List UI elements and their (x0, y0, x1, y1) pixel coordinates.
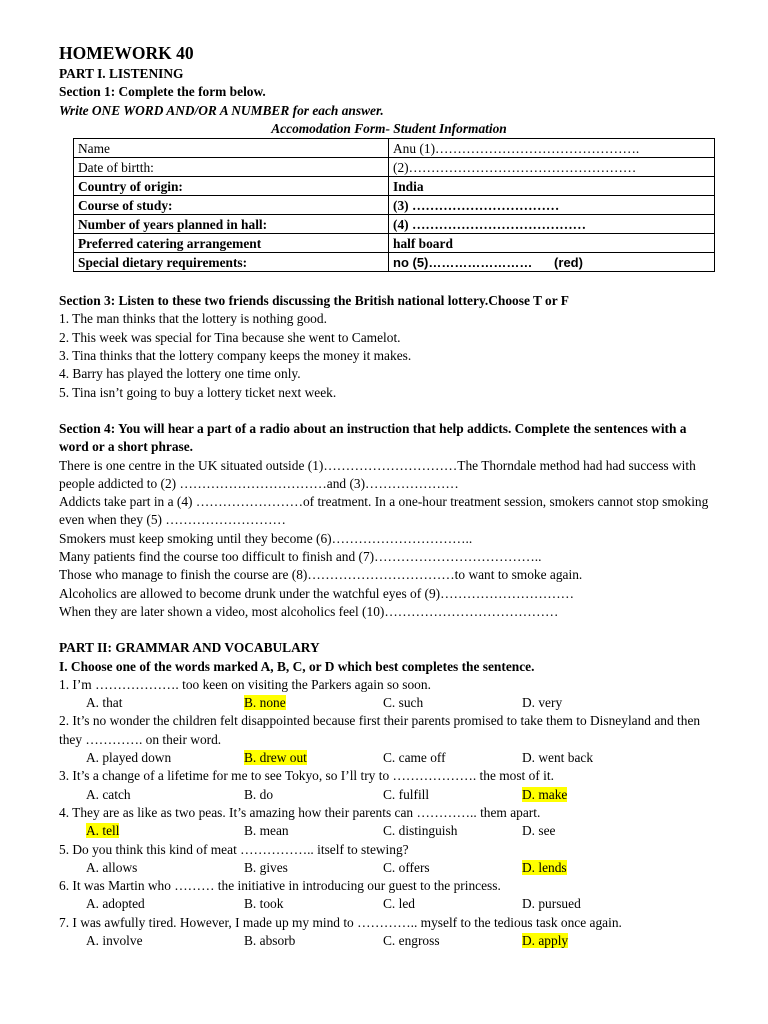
form-label: Country of origin: (74, 177, 389, 196)
answer-option[interactable] (383, 859, 522, 877)
form-row (74, 253, 715, 272)
answer-option[interactable] (244, 859, 383, 877)
form-title: Accomodation Form- Student Information (271, 120, 507, 136)
answer-option[interactable] (86, 822, 244, 840)
answer-option-label: B. drew out (244, 750, 307, 766)
option-row (86, 786, 719, 804)
form-value[interactable]: no (5)…………………… (red) (389, 253, 715, 272)
section3-items (59, 310, 719, 401)
answer-option[interactable] (383, 932, 522, 950)
answer-option-label: D. pursued (522, 896, 581, 912)
answer-option-label: A. that (86, 695, 123, 711)
list-item: 1. The man thinks that the lottery is nothing good. (59, 311, 327, 327)
answer-option[interactable] (522, 822, 555, 840)
answer-option[interactable] (86, 895, 244, 913)
section4-heading: Section 4: You will hear a part of a radio about an instruction that help addicts. Complete the sentences with a word or a short phrase. (59, 420, 687, 455)
worksheet (59, 42, 719, 950)
list-item: 3. Tina thinks that the lottery company keeps the money it makes. (59, 348, 412, 364)
sentence-item: Smokers must keep smoking until they become (6)………………………….. (59, 530, 473, 546)
option-row (86, 822, 719, 840)
sentence-item: Addicts take part in a (4) ……………………of treatment. In a one-hour treatment session, smokers cannot stop smoking even when they (5) ……………………… (59, 494, 709, 528)
answer-option-label: A. catch (86, 786, 131, 802)
question-text: 6. It was Martin who ……… the initiative in introducing our guest to the princess. (59, 878, 501, 894)
answer-option[interactable] (86, 932, 244, 950)
answer-option[interactable] (522, 786, 567, 804)
answer-option[interactable] (244, 786, 383, 804)
answer-option[interactable] (522, 694, 562, 712)
form-label: Date of birtth: (74, 158, 389, 177)
answer-option[interactable] (383, 786, 522, 804)
sentence-item: Those who manage to finish the course are (8)……………………………to want to smoke again. (59, 567, 583, 583)
answer-option-label: A. tell (86, 823, 120, 839)
sentence-item: There is one centre in the UK situated outside (1)…………………………The Thorndale method had had success with people addicted to (2) ……………………………and (3)………………… (59, 457, 696, 491)
answer-option[interactable] (86, 749, 244, 767)
form-value[interactable]: (3) …………………………… (389, 196, 715, 215)
answer-option[interactable] (244, 895, 383, 913)
answer-option[interactable] (522, 895, 581, 913)
form-label: Special dietary requirements: (74, 253, 389, 272)
answer-option-label: B. mean (244, 823, 289, 839)
question-list (59, 676, 719, 950)
part1-heading: PART I. LISTENING (59, 66, 184, 81)
answer-option[interactable] (383, 895, 522, 913)
option-row (86, 932, 719, 950)
section4-lines (59, 457, 719, 622)
option-row (86, 749, 719, 767)
answer-option[interactable] (383, 749, 522, 767)
accommodation-form-table (73, 138, 715, 272)
answer-option[interactable] (86, 786, 244, 804)
form-value[interactable]: (2)…………………………………………… (389, 158, 715, 177)
answer-option-label: C. came off (383, 750, 446, 766)
answer-option[interactable] (244, 694, 383, 712)
form-label: Preferred catering arrangement (74, 234, 389, 253)
answer-option[interactable] (522, 749, 593, 767)
answer-option-label: C. led (383, 896, 415, 912)
answer-option-label: D. went back (522, 750, 594, 766)
answer-option[interactable] (383, 822, 522, 840)
answer-option-label: B. do (244, 786, 274, 802)
form-row (74, 139, 715, 158)
answer-option[interactable] (86, 694, 244, 712)
form-value[interactable]: India (389, 177, 715, 196)
part2-heading: PART II: GRAMMAR AND VOCABULARY (59, 640, 320, 656)
answer-option-label: D. make (522, 786, 568, 802)
form-value[interactable]: (4) ………………………………… (389, 215, 715, 234)
list-item: 4. Barry has played the lottery one time only. (59, 366, 301, 382)
sentence-item: Many patients find the course too difficult to finish and (7)……………………………….. (59, 549, 542, 565)
question-text: 7. I was awfully tired. However, I made up my mind to ………….. myself to the tedious task once again. (59, 914, 622, 930)
part2-subheading: I. Choose one of the words marked A, B, C, or D which best completes the sentence. (59, 658, 535, 674)
answer-option-label: C. distinguish (383, 823, 458, 839)
answer-option[interactable] (522, 932, 568, 950)
form-label: Course of study: (74, 196, 389, 215)
form-row (74, 234, 715, 253)
answer-option-label: B. took (244, 896, 284, 912)
question-text: 5. Do you think this kind of meat …………….. itself to stewing? (59, 841, 409, 857)
answer-option-label: A. allows (86, 859, 138, 875)
answer-option-label: D. see (522, 823, 556, 839)
question-text: 4. They are as like as two peas. It’s amazing how their parents can ………….. them apart. (59, 804, 541, 820)
section3-heading: Section 3: Listen to these two friends discussing the British national lottery.Choose T or F (59, 293, 569, 309)
form-value[interactable]: half board (389, 234, 715, 253)
sentence-item: Alcoholics are allowed to become drunk under the watchful eyes of (9)………………………… (59, 585, 575, 601)
sentence-item: When they are later shown a video, most alcoholics feel (10)………………………………… (59, 603, 559, 619)
option-row (86, 694, 719, 712)
section1-instruction: Write ONE WORD AND/OR A NUMBER for each answer. (59, 102, 384, 118)
answer-option-label: B. gives (244, 859, 288, 875)
option-row (86, 859, 719, 877)
form-label: Name (74, 139, 389, 158)
page-title: HOMEWORK 40 (59, 43, 194, 63)
question-text: 3. It’s a change of a lifetime for me to see Tokyo, so I’ll try to ………………. the most of it. (59, 768, 554, 784)
question-text: 1. I’m ………………. too keen on visiting the Parkers again so soon. (59, 676, 431, 692)
answer-option[interactable] (244, 749, 383, 767)
answer-option-label: D. lends (522, 859, 567, 875)
form-row (74, 158, 715, 177)
option-row (86, 895, 719, 913)
list-item: 2. This week was special for Tina because she went to Camelot. (59, 329, 401, 345)
answer-option[interactable] (244, 932, 383, 950)
section1-heading: Section 1: Complete the form below. (59, 84, 266, 100)
answer-option-label: C. fulfill (383, 786, 430, 802)
answer-option[interactable] (86, 859, 244, 877)
answer-option-label: C. offers (383, 859, 430, 875)
answer-option[interactable] (383, 694, 522, 712)
answer-option-label: B. none (244, 695, 286, 711)
answer-option-label: D. apply (522, 932, 569, 948)
answer-option[interactable] (244, 822, 383, 840)
form-row (74, 177, 715, 196)
answer-option[interactable] (522, 859, 567, 877)
answer-option-label: A. played down (86, 750, 172, 766)
answer-option-label: A. involve (86, 932, 143, 948)
answer-option-label: C. engross (383, 932, 440, 948)
form-label: Number of years planned in hall: (74, 215, 389, 234)
answer-option-label: D. very (522, 695, 563, 711)
list-item: 5. Tina isn’t going to buy a lottery ticket next week. (59, 384, 337, 400)
question-text: 2. It’s no wonder the children felt disappointed because first their parents promised to take them to Disneyland and then they …………. on their word. (59, 713, 701, 747)
form-value[interactable]: Anu (1)………………………………………. (389, 139, 715, 158)
form-row (74, 215, 715, 234)
answer-option-label: C. such (383, 695, 424, 711)
answer-option-label: A. adopted (86, 896, 145, 912)
answer-option-label: B. absorb (244, 932, 296, 948)
form-row (74, 196, 715, 215)
